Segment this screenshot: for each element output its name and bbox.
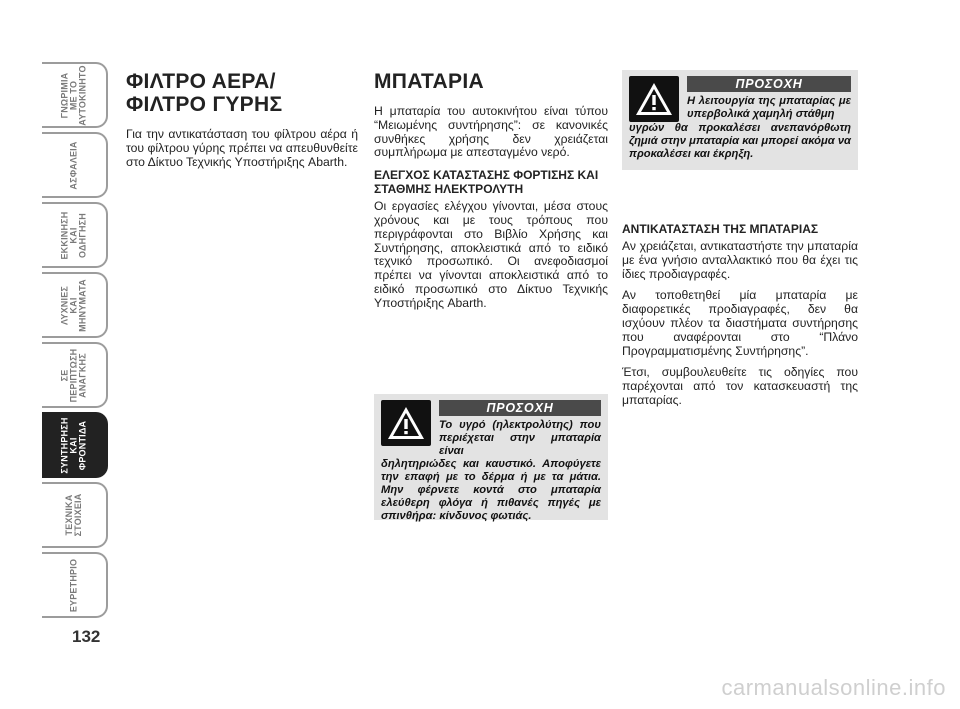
title-line: ΦΙΛΤΡΟ ΑΕΡΑ/ — [126, 70, 276, 93]
tab-index[interactable] — [42, 552, 108, 618]
tab-emergency[interactable] — [42, 342, 108, 408]
tab-label: ΓΝΩΡΙΜΙΑ ΜΕ ΤΟ ΑΥΤΟΚΙΝΗΤΟ — [59, 64, 88, 126]
paragraph: Η μπαταρία του αυτοκινήτου είναι τύπου “Μειωμένης συντήρησης”: σε κανονικές συνθήκες χρήσης δεν χρειάζεται συμπλήρωμα με απεσταγμένο νερό. — [374, 104, 608, 160]
tab-vehicle-intro[interactable] — [42, 62, 108, 128]
tab-technical-data[interactable] — [42, 482, 108, 548]
paragraph: Αν τοποθετηθεί μία μπαταρία με διαφορετικές προδιαγραφές, δεν θα ισχύουν πλέον τα διαστήματα συντήρησης που αναφέρονται στο “Πλάνο Προγραμματισμένης Συντήρησης”. — [622, 288, 858, 358]
tab-label: ΛΥΧΝΙΕΣ ΚΑΙ ΜΗΝΥΜΑΤΑ — [59, 278, 88, 332]
tab-label: ΑΣΦΑΛΕΙΑ — [68, 140, 79, 190]
column-battery-replacement — [622, 222, 858, 416]
tab-label: ΣΕ ΠΕΡΙΠΤΩΣΗ ΑΝΑΓΚΗΣ — [59, 348, 88, 402]
warning-text: Το υγρό (ηλεκτρολύτης) που περιέχεται στην μπαταρία είναι — [439, 419, 601, 457]
tab-label: ΤΕΧΝΙΚΑ ΣΤΟΙΧΕΙΑ — [64, 493, 83, 537]
title-line: ΦΙΛΤΡΟ ΓΥΡΗΣ — [126, 93, 283, 116]
paragraph: Έτσι, συμβουλευθείτε τις οδηγίες που παρέχονται από τον κατασκευαστή της μπαταρίας. — [622, 365, 858, 407]
warning-text: δηλητηριώδες και καυστικό. Αποφύγετε την επαφή με το δέρμα ή με τα μάτια. Μην φέρνετε κοντά στο μπαταρία ελεύθερη φλόγα ή πιθανές πηγές με σπινθήρα: κίνδυνος φωτιάς. — [381, 458, 601, 522]
column-air-filter — [126, 70, 358, 177]
tab-starting-driving[interactable] — [42, 202, 108, 268]
tab-label: ΣΥΝΤΗΡΗΣΗ ΚΑΙ ΦΡΟΝΤΙΔΑ — [59, 416, 88, 474]
warning-triangle-icon — [381, 400, 431, 446]
watermark-text: carmanualsonline.info — [721, 675, 946, 700]
warning-box-low-level — [622, 70, 858, 170]
warning-box-electrolyte — [374, 394, 608, 520]
paragraph: Αν χρειάζεται, αντικαταστήστε την μπαταρία με ένα γνήσιο ανταλλακτικό που θα έχει τις ίδιες προδιαγραφές. — [622, 239, 858, 281]
paragraph: Οι εργασίες ελέγχου γίνονται, μέσα στους χρόνους και με τους τρόπους που περιγράφονται στο Βιβλίο Χρήσης και Συντήρησης, αποκλειστικά από το ειδικό τεχνικό προσωπικό. Οι ανεφοδιασμοί πρέπει να γίνονται αποκλειστικά από το ειδικό προσωπικό στο Δίκτυο Τεχνικής Υποστήριξης Abarth. — [374, 199, 608, 310]
subheading: ΕΛΕΓΧΟΣ ΚΑΤΑΣΤΑΣΗΣ ΦΟΡΤΙΣΗΣ ΚΑΙ ΣΤΑΘΜΗΣ ΗΛΕΚΤΡΟΛΥΤΗ — [374, 168, 599, 197]
tab-label: ΕΚΚΙΝΗΣΗ ΚΑΙ ΟΔΗΓΗΣΗ — [59, 211, 88, 260]
warning-text: Η λειτουργία της μπαταρίας με υπερβολικά χαμηλή στάθμη — [687, 95, 851, 120]
tab-maintenance-care[interactable] — [42, 412, 108, 478]
paragraph: Για την αντικατάσταση του φίλτρου αέρα ή του φίλτρου γύρης πρέπει να απευθυνθείτε στο Δίκτυο Τεχνικής Υποστήριξης Abarth. — [126, 127, 358, 169]
page-number: 132 — [72, 627, 101, 646]
subheading: ΑΝΤΙΚΑΤΑΣΤΑΣΗ ΤΗΣ ΜΠΑΤΑΡΙΑΣ — [622, 222, 819, 236]
column-battery — [374, 70, 608, 319]
warning-header: ΠΡΟΣΟΧΗ — [687, 76, 851, 92]
warning-text: υγρών θα προκαλέσει ανεπανόρθωτη ζημιά στην μπαταρία και μπορεί ακόμα να προκαλέσει και έκρηξη. — [629, 122, 851, 160]
warning-triangle-icon — [629, 76, 679, 122]
warning-header: ΠΡΟΣΟΧΗ — [439, 400, 601, 416]
section-title — [126, 70, 358, 116]
tab-safety[interactable] — [42, 132, 108, 198]
section-title: ΜΠΑΤΑΡΙΑ — [374, 70, 484, 93]
tab-warning-lights[interactable] — [42, 272, 108, 338]
tab-label: ΕΥΡΕΤΗΡΙΟ — [68, 558, 79, 612]
